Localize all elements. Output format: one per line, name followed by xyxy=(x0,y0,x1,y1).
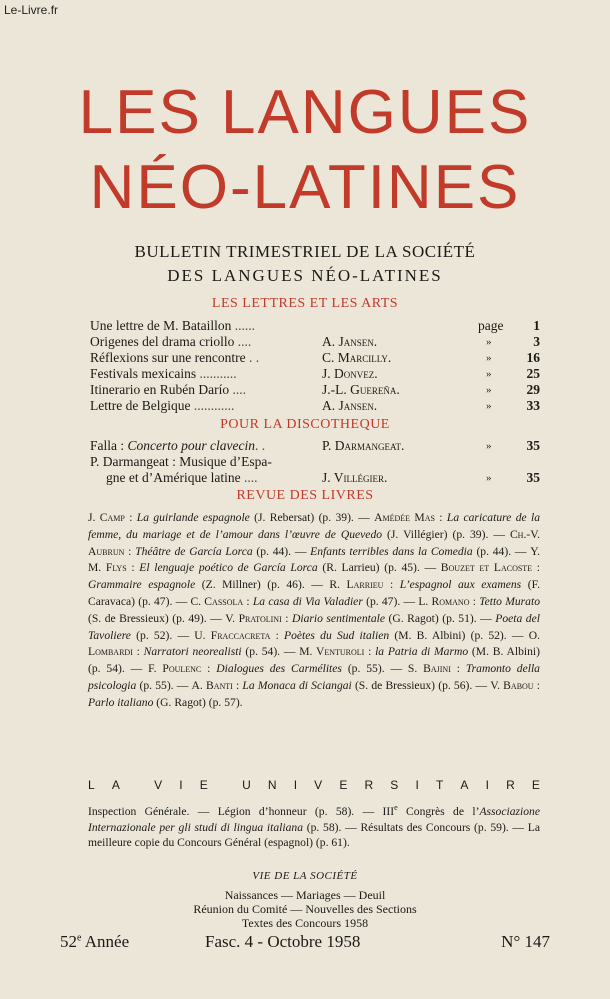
watermark: Le-Livre.fr xyxy=(4,3,59,17)
review-entry: Bouzet et Lacoste : Grammaire espagnole (Z. Millner) (p. 46). — xyxy=(88,561,540,592)
toc-author: A. Jansen. xyxy=(322,398,378,413)
toc-row: Origenes del drama criollo .... A. Jansen. » 3 xyxy=(90,334,540,349)
review-entry: U. Fraccacreta : Poètes du Sud italien (M. B. Albini) (p. 52). — xyxy=(194,628,529,642)
review-entry: V. Babou : Parlo italiano (G. Ragot) (p. 57). xyxy=(88,678,540,709)
page-number: 35 xyxy=(526,438,540,453)
footer xyxy=(60,932,550,954)
toc-row: P. Darmangeat : Musique d’Espa- xyxy=(90,454,272,469)
toc-row: Festivals mexicains ........... J. Donvez. » 25 xyxy=(90,366,540,381)
footer-fascicule: Fasc. 4 - Octobre 1958 xyxy=(205,932,361,951)
toc-row: Falla : Concerto pour clavecin. . P. Darmangeat. » 35 xyxy=(90,438,540,453)
section-title-vie-universitaire: L A V I E U N I V E R S I T A I R E xyxy=(88,778,540,792)
societe-line: Naissances — Mariages — Deuil xyxy=(224,888,386,902)
review-entry: A. Banti : La Monaca di Sciangai (S. de Bressieux) (p. 56). — xyxy=(191,678,491,692)
review-entry: Poeta del Tavoliere (p. 52). — xyxy=(88,611,540,642)
vie-universitaire-text: Inspection Générale. — Légion d’honneur (p. 58). — IIIe Congrès de l’Associazione Internazionale per gli studi di lingua italiana (p. 58). — Résultats des Concours (p. 59). — La meilleure copie du Concours Général (espagnol) (p. 61). xyxy=(88,803,540,850)
societe-line: Réunion du Comité — Nouvelles des Sections xyxy=(193,902,417,916)
review-entry: Y. M. Flys : El lenguaje poético de García Lorca (R. Larrieu) (p. 45). — xyxy=(88,544,540,575)
review-entry: J. Camp : La guirlande espagnole (J. Rebersat) (p. 39). — xyxy=(88,511,375,524)
section-title-discotheque: POUR LA DISCOTHEQUE xyxy=(220,417,390,432)
toc-row: Lettre de Belgique ............ A. Jansen. » 33 xyxy=(90,398,540,413)
page-number: 3 xyxy=(533,334,540,349)
toc-author: J.-L. Guereña. xyxy=(322,382,400,397)
review-entry: Ch.-V. Aubrun : Théâtre de García Lorca (p. 44). — xyxy=(88,527,540,558)
revue-des-livres-text xyxy=(88,510,540,712)
review-entry: C. Cassola : La casa di Via Valadier (p. 47). — xyxy=(190,594,419,608)
page-number: 35 xyxy=(526,470,540,485)
subtitle-line-1: BULLETIN TRIMESTRIEL DE LA SOCIÉTÉ xyxy=(134,242,476,261)
review-entry: V. Pratolini : Diario sentimentale (G. Ragot) (p. 51). — xyxy=(225,611,496,625)
societe-line: Textes des Concours 1958 xyxy=(241,916,369,930)
review-entry: F. Poulenc : Dialogues des Carmélites (p. 55). — xyxy=(148,662,408,676)
review-entry: L. Romano : Tetto Murato (S. de Bressieux) (p. 49). — xyxy=(88,594,540,625)
toc-row: Une lettre de M. Bataillon ...... page 1 xyxy=(90,318,540,333)
toc-author: A. Jansen. xyxy=(322,334,378,349)
page-number: 25 xyxy=(526,366,540,381)
review-entry: Enfants terribles dans la Comedia (p. 44). — xyxy=(310,544,531,558)
footer-annee: 52e Année xyxy=(60,932,130,951)
section-title-revue: REVUE DES LIVRES xyxy=(236,488,374,503)
footer-numero: N° 147 xyxy=(501,932,550,951)
toc-row: gne et d’Amérique latine .... J. Villégier. » 35 xyxy=(106,470,540,485)
toc-row: Itinerario en Rubén Darío .... J.-L. Guereña. » 29 xyxy=(90,382,540,397)
masthead-line-2: NÉO-LATINES xyxy=(89,153,521,222)
page-label: page xyxy=(478,318,504,333)
toc-author: J. Donvez. xyxy=(322,366,378,381)
subtitle-line-2: DES LANGUES NÉO-LATINES xyxy=(167,266,443,285)
toc-author: P. Darmangeat. xyxy=(322,438,405,453)
page-number: 29 xyxy=(526,382,540,397)
review-entry: M. Venturoli : la Patria di Marmo (M. B. Albini) (p. 54). — xyxy=(88,645,540,676)
section-title-vie-societe: VIE DE LA SOCIÉTÉ xyxy=(252,870,358,882)
page-number: 33 xyxy=(526,398,540,413)
toc-author: J. Villégier. xyxy=(322,470,388,485)
masthead-line-1: LES LANGUES xyxy=(78,78,532,147)
section-title-lettres: LES LETTRES ET LES ARTS xyxy=(211,296,399,311)
page-number: 1 xyxy=(533,318,540,333)
review-entry: Amédée Mas : La caricature de la femme, du mariage et de l’amour dans l’œuvre de Quevedo (J. Villégier) (p. 39). — xyxy=(88,511,541,541)
toc-row: Réflexions sur une rencontre . . C. Marcilly. » 16 xyxy=(90,350,540,365)
review-entry: R. Larrieu : L’espagnol aux examens (F. Caravaca) (p. 47). — xyxy=(88,578,540,608)
review-entry: S. Bajini : Tramonto della psicologia (p. 55). — xyxy=(88,662,540,692)
review-entry: O. Lombardi : Narratori neorealisti (p. 54). — xyxy=(88,628,540,659)
page-number: 16 xyxy=(526,350,540,365)
toc-author: C. Marcilly. xyxy=(322,350,392,365)
